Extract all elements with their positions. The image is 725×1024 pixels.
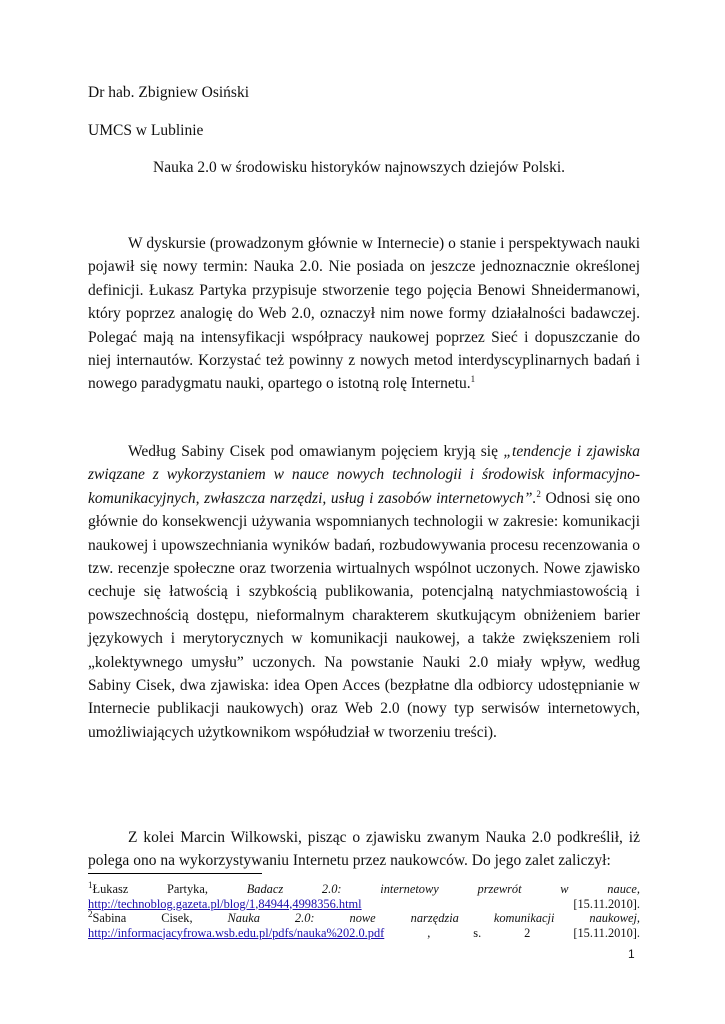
footnote-2 — [88, 908, 640, 940]
paragraph-3-text: Z kolei Marcin Wilkowski, pisząc o zjawisku zwanym Nauka 2.0 podkreślił, iż polega ono na wykorzystywaniu Internetu przez naukowców. Do jego zalet zaliczył: — [88, 829, 640, 870]
footnote-ref-1: 1 — [470, 374, 476, 385]
footnote-2-link[interactable]: http://informacjacyfrowa.wsb.edu.pl/pdfs/nauka%202.0.pdf — [88, 925, 385, 940]
author-line: Dr hab. Zbigniew Osiński — [88, 84, 250, 101]
footnote-1-date: [15.11.2010]. — [361, 896, 640, 911]
document-title: Nauka 2.0 w środowisku historyków najnowszych dziejów Polski. — [153, 159, 565, 176]
footnote-2-line-2 — [88, 926, 640, 940]
paragraph-1 — [88, 232, 640, 396]
footnote-1-line-2 — [88, 897, 640, 911]
footnote-2-work: Nauka 2.0: nowe narzędzia komunikacji naukowej, — [227, 911, 640, 925]
paragraph-2-text: Odnosi się ono głównie do konsekwencji używania wspomnianych technologii w zakresie: komunikacji naukowej i upowszechniania wyników badań, rozbudowywania procesu recenzowania o tzw. recenzje społeczne oraz tworzenia wirtualnych wspólnot uczonych. Nowe zjawisko cechuje się łatwością i szybkością publikowania, potencjalną natychmiastowością i powszechnością dostępu, nieformalnym charakterem skutkującym obniżeniem barier językowych i merytorycznych w komunikacji naukowej, a także zwiększeniem roli „kolektywnego umysłu” uczonych. Na powstanie Nauki 2.0 miały wpływ, według Sabiny Cisek, dwa zjawiska: idea Open Acces (bezpłatne dla odbiorcy udostępnianie w Internecie publikacji naukowych) oraz Web 2.0 (nowy typ serwisów internetowych, umożliwiających użytkownikom współudział w tworzeniu treści). — [88, 489, 640, 741]
footnote-ref-2: 2 — [536, 488, 541, 499]
paragraph-3 — [88, 826, 640, 873]
footnote-2-page: , s. 2 [15.11.2010]. — [384, 925, 640, 940]
footnote-1-number: 1 — [88, 879, 93, 890]
footnote-2-text — [88, 908, 640, 925]
footnote-2-number: 2 — [88, 908, 93, 919]
footnote-1-work: Badacz 2.0: internetowy przewrót w nauce, — [246, 882, 640, 896]
affiliation-line: UMCS w Lublinie — [88, 122, 204, 139]
footnote-1 — [88, 879, 640, 911]
footnote-1-author: Łukasz Partyka, — [92, 882, 247, 896]
paragraph-2 — [88, 440, 640, 744]
paragraph-1-text: W dyskursie (prowadzonym głównie w Internecie) o stanie i perspektywach nauki pojawił się nowy termin: Nauka 2.0. Nie posiada on jeszcze jednoznacznie określonej definicji. Łukasz Partyka przypisuje stworzenie tego pojęcia Benowi Shneidermanowi, który poprzez analogię do Web 2.0, oznaczył nim nowe formy działalności badawczej. Polegać mają na intensyfikacji współpracy naukowej poprzez Sieć i dopuszczanie do niej internautów. Korzystać też powinny z nowych metod interdyscyplinarnych badań i nowego paradygmatu nauki, opartego o istotną rolę Internetu. — [88, 235, 640, 393]
footnote-separator — [88, 873, 262, 874]
paragraph-2-quote: „tendencje i zjawiska związane z wykorzystaniem w nauce nowych technologii i środowisk informacyjno-komunikacyjnych, zwłaszcza narzędzi, usług i zasobów internetowych”. — [88, 443, 640, 507]
page-number: 1 — [628, 947, 635, 961]
paragraph-2-intro: Według Sabiny Cisek pod omawianym pojęciem kryją się — [128, 443, 504, 460]
footnote-1-text — [88, 879, 640, 896]
footnote-2-author: Sabina Cisek, — [92, 911, 228, 925]
footnote-1-link[interactable]: http://technoblog.gazeta.pl/blog/1,84944,4998356.html — [88, 896, 362, 911]
